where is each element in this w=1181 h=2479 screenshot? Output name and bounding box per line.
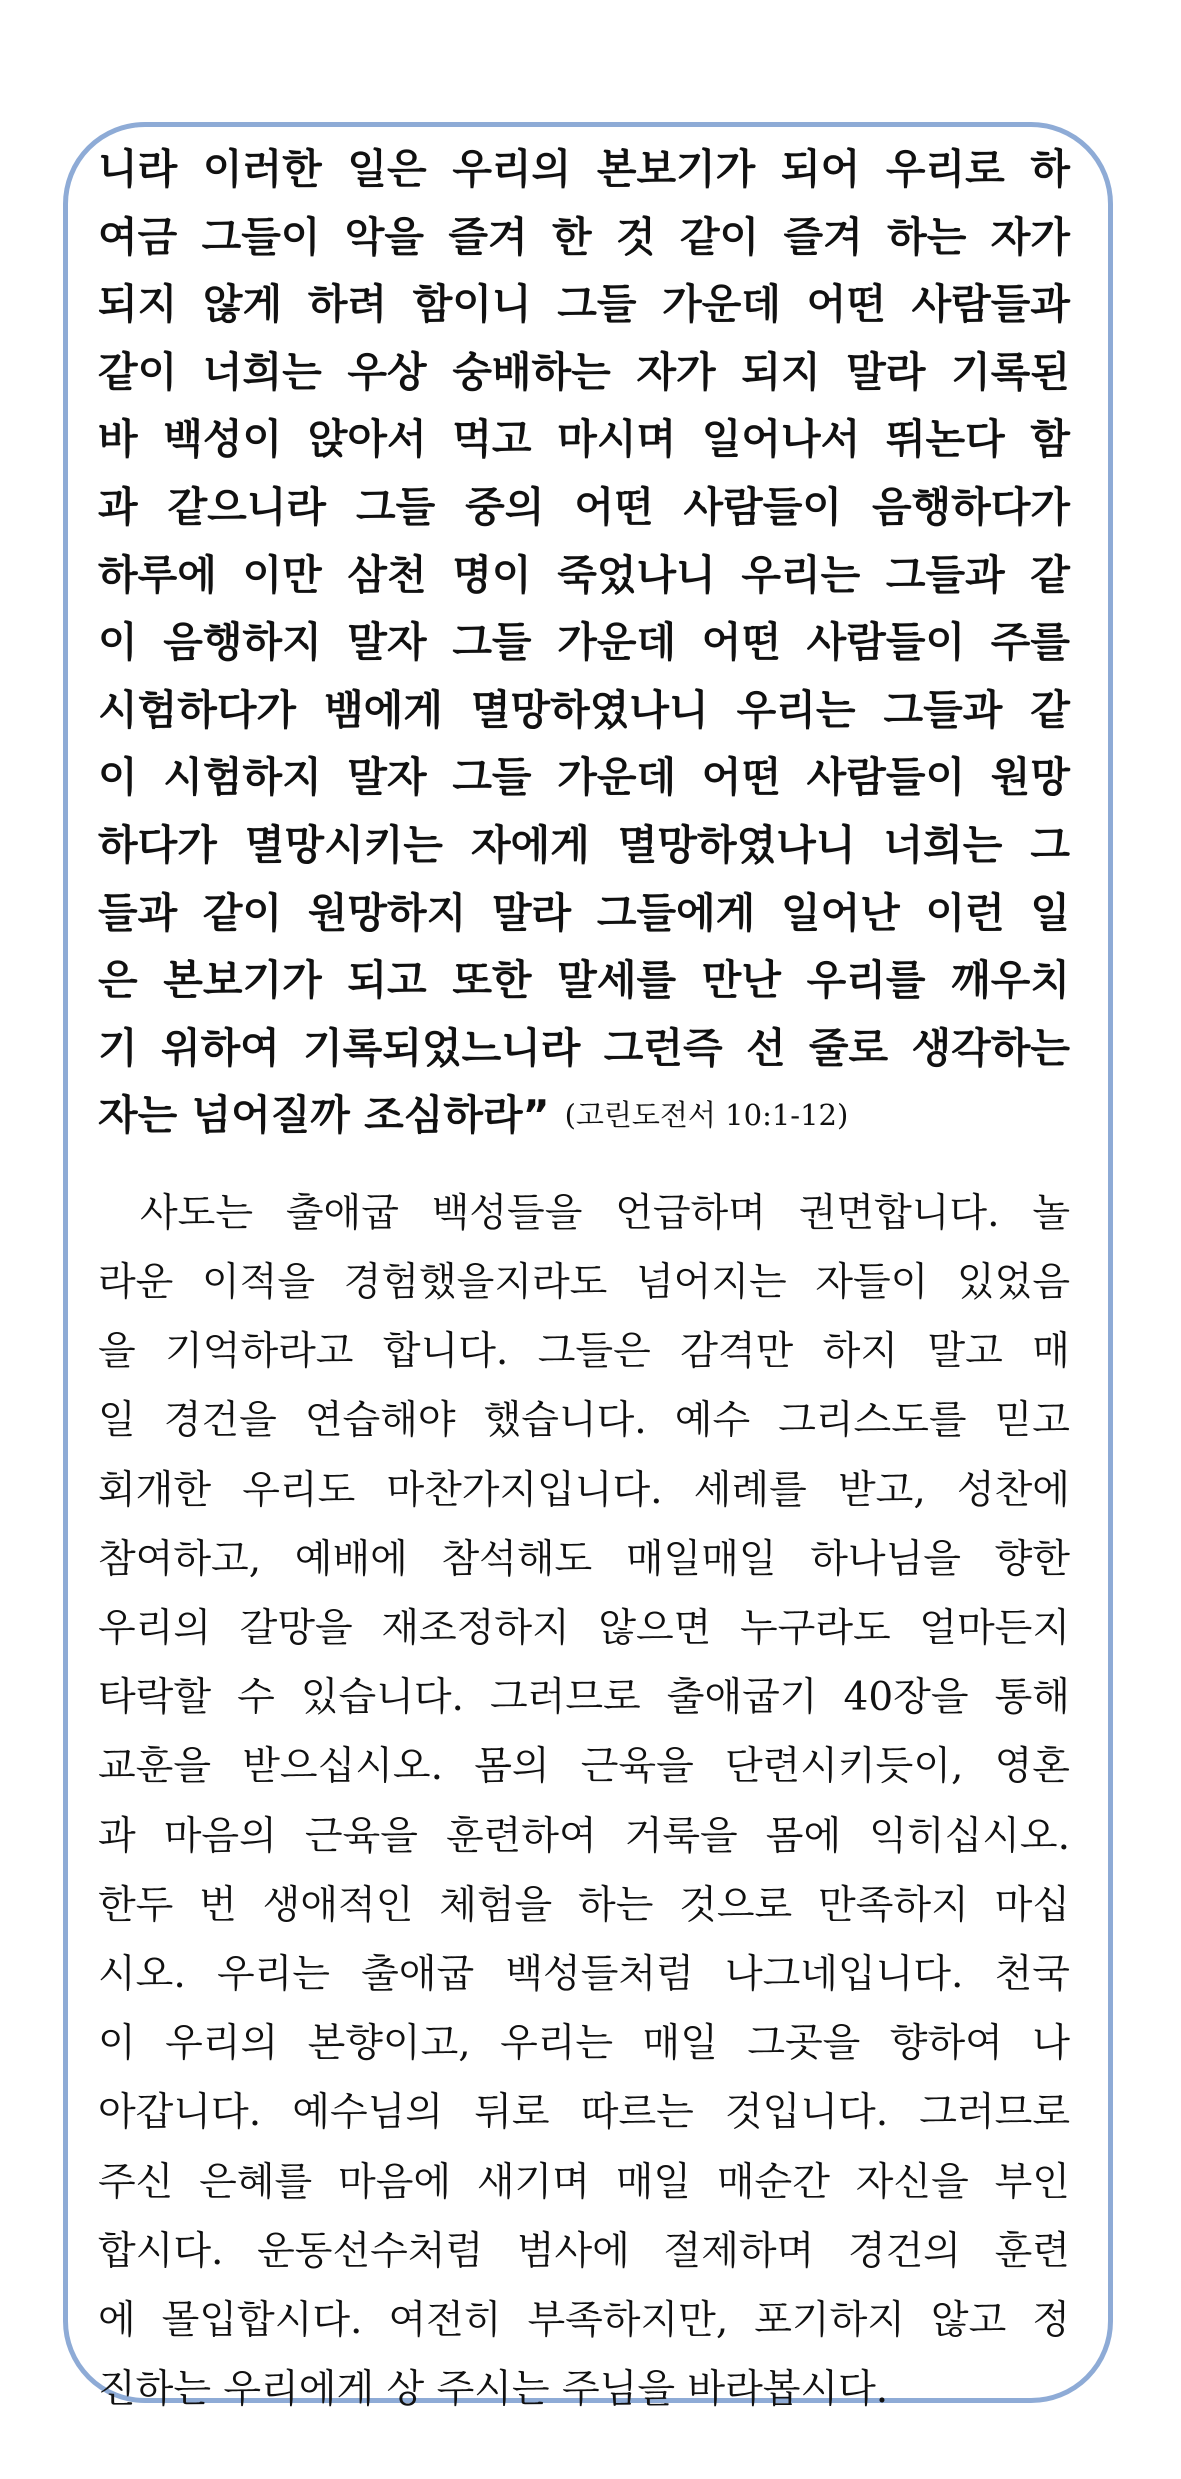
quote-line: 하다가 멸망시키는 자에게 멸망하였나니 너희는 그 [98, 820, 1070, 869]
body-paragraph [98, 1179, 1070, 2424]
body-line: 을 기억하라고 합니다. 그들은 감격만 하지 말고 매 [98, 1329, 1070, 1375]
body-line: 한두 번 생애적인 체험을 하는 것으로 만족하지 마십 [98, 1882, 1070, 1928]
quote-line: 같이 너희는 우상 숭배하는 자가 되지 말라 기록된 [98, 347, 1070, 396]
body-line: 합시다. 운동선수처럼 범사에 절제하며 경건의 훈련 [98, 2228, 1070, 2274]
quote-line: 하루에 이만 삼천 명이 죽었나니 우리는 그들과 같 [98, 550, 1070, 599]
body-line: 타락할 수 있습니다. 그러므로 출애굽기 40장을 통해 [98, 1675, 1070, 1721]
body-line: 사도는 출애굽 백성들을 언급하며 권면합니다. 놀 [140, 1190, 1070, 1236]
quote-last-text: 자는 넘어질까 조심하라” [98, 1091, 550, 1140]
paragraph-gap [98, 1150, 1070, 1179]
quote-line: 시험하다가 뱀에게 멸망하였나니 우리는 그들과 같 [98, 685, 1070, 734]
body-line: 아갑니다. 예수님의 뒤로 따르는 것입니다. 그러므로 [98, 2090, 1070, 2136]
quote-line: 들과 같이 원망하지 말라 그들에게 일어난 이런 일 [98, 888, 1070, 937]
body-line: 일 경건을 연습해야 했습니다. 예수 그리스도를 믿고 [98, 1398, 1070, 1444]
body-line: 과 마음의 근육을 훈련하여 거룩을 몸에 익히십시오. [98, 1813, 1070, 1859]
quote-line: 되지 않게 하려 함이니 그들 가운데 어떤 사람들과 [98, 280, 1070, 329]
body-line: 이 우리의 본향이고, 우리는 매일 그곳을 향하여 나 [98, 2021, 1070, 2067]
quote-line: 과 같으니라 그들 중의 어떤 사람들이 음행하다가 [98, 482, 1070, 531]
quote-line: 바 백성이 앉아서 먹고 마시며 일어나서 뛰논다 함 [98, 415, 1070, 464]
quote-last-line [98, 1082, 1070, 1150]
quote-line: 은 본보기가 되고 또한 말세를 만난 우리를 깨우치 [98, 956, 1070, 1005]
quote-line: 여금 그들이 악을 즐겨 한 것 같이 즐겨 하는 자가 [98, 212, 1070, 261]
quote-line: 이 시험하지 말자 그들 가운데 어떤 사람들이 원망 [98, 753, 1070, 802]
body-line: 시오. 우리는 출애굽 백성들처럼 나그네입니다. 천국 [98, 1951, 1070, 1997]
body-line: 참여하고, 예배에 참석해도 매일매일 하나님을 향한 [98, 1536, 1070, 1582]
quote-line: 니라 이러한 일은 우리의 본보기가 되어 우리로 하 [98, 145, 1070, 193]
body-line: 에 몰입합시다. 여전히 부족하지만, 포기하지 않고 정 [98, 2297, 1070, 2343]
body-last-text: 진하는 우리에게 상 주시는 주님을 바라봅시다. [98, 2367, 889, 2413]
text-content [98, 136, 1070, 2424]
body-line: 라운 이적을 경험했을지라도 넘어지는 자들이 있었음 [98, 1260, 1070, 1306]
quote-line: 이 음행하지 말자 그들 가운데 어떤 사람들이 주를 [98, 618, 1070, 667]
body-line: 주신 은혜를 마음에 새기며 매일 매순간 자신을 부인 [98, 2159, 1070, 2205]
body-line: 교훈을 받으십시오. 몸의 근육을 단련시키듯이, 영혼 [98, 1744, 1070, 1790]
body-line: 회개한 우리도 마찬가지입니다. 세례를 받고, 성찬에 [98, 1467, 1070, 1513]
quote-line: 기 위하여 기록되었느니라 그런즉 선 줄로 생각하는 [98, 1023, 1070, 1072]
scripture-quote [98, 136, 1070, 1150]
body-last-line [98, 2355, 1070, 2424]
body-line: 우리의 갈망을 재조정하지 않으면 누구라도 얼마든지 [98, 1606, 1070, 1652]
citation: (고린도전서 10:1-12) [564, 1098, 849, 1133]
